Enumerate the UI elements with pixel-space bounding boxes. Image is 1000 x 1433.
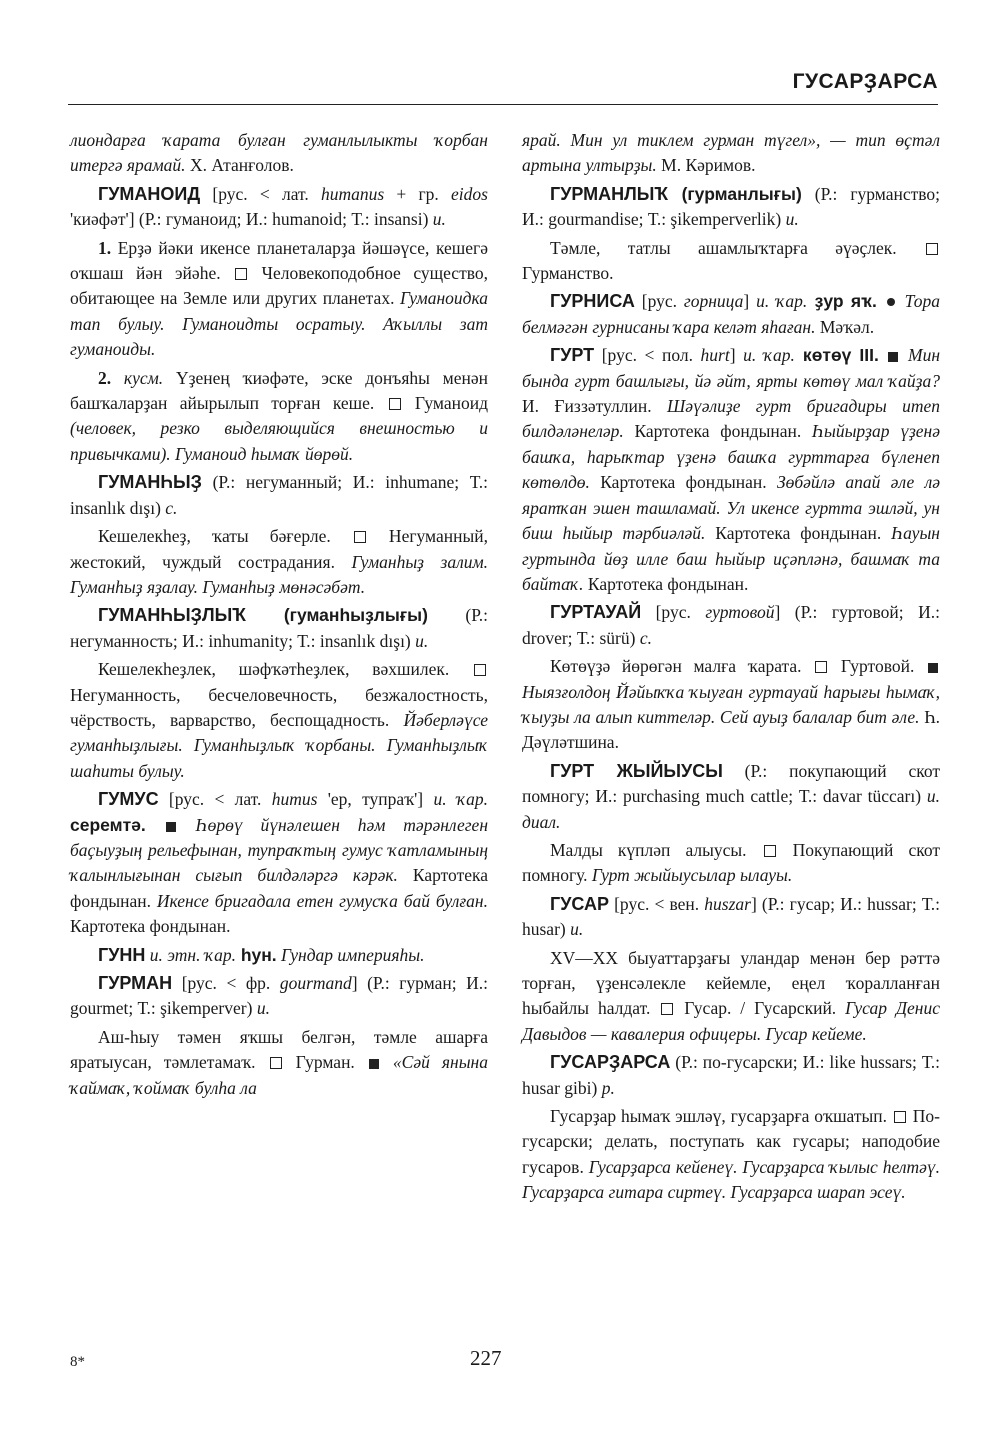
square-icon [389, 398, 401, 410]
square-icon [354, 531, 366, 543]
definition: Көтөүҙә йөрөгән малға ҡарата. Гуртовой. Ныязғолдоң Йәйыҡҡа ҡыуған гуртауай һарығы һымаҡ, ҡыуҙы ла алып киттеләр. Сей ауыҙ балалар бит әле. Һ. Дәүләтшина. [522, 656, 940, 753]
square-icon [926, 243, 938, 255]
headword: ГУНН [98, 944, 146, 965]
entry-gurman: ГУРМАН [рус. < фр. gourmand] (Р.: гурман; И.: gourmet; Т.: şikemperver) и. [70, 973, 488, 1019]
sense-2: 2. кусм. Үҙенең ҡиәфәте, эске донъяһы менән башҡаларҙан айырылып торған кеше. Гуманоид (человек, резко выделяющийся внешностью и привычками). Гуманоид һымаҡ йөрөй. [70, 367, 489, 464]
definition: Тәмле, татлы ашамлыҡтарға әүәҫлек. Гурманство. [522, 236, 940, 287]
entry-gurt: ГУРТ [рус. < пол. hurt] и. ҡар. көтөү III. Мин бында гурт башлығы, йә әйт, ярты көтөү мал ҡайҙа? И. Ғиззәтуллин. Шәүәлиҙе гурт бригадиры итеп билдәләнеләр. Картотека фондынан. Һыйырҙар үҙенә башҡа, һарыҡтар үҙенә башҡа гурттарға бүленеп көтөлдө. Картотека фондынан. Зөбәйлә апай әле лә яратҡан эшен ташламай. Ул икенсе гуртта эшләй, ун биш һыйыр тәрбиәләй. Картотека фондынан. Һауын гуртында йөҙ илле баш һыйыр иҫәпләнә, башмаҡ та байтаҡ. Картотека фондынан. [522, 345, 941, 594]
black-square-icon [888, 352, 898, 362]
entry-gumanhyzlyk: ГУМАНҺЫҘЛЫҠ (гуманһыҙлығы) (Р.: негуманность; И.: inhumanity; Т.: insanlık dışı) и. [70, 605, 488, 651]
left-column [70, 128, 488, 1104]
entry-gunn: ГУНН и. этн. ҡар. һун. Гундар империяһы. [98, 944, 425, 965]
running-head: ГУСАРҘАРСА [792, 70, 938, 93]
black-square-icon [369, 1059, 379, 1069]
black-square-icon [928, 663, 938, 673]
headword: ГУМАНҺЫҘЛЫҠ [98, 605, 246, 626]
square-icon [815, 661, 827, 673]
headword: ГУРМАНЛЫҠ [550, 183, 669, 204]
square-icon [235, 268, 247, 280]
square-icon [270, 1057, 282, 1069]
entry-gumanoid: ГУМАНОИД [рус. < лат. humanus + гр. eidos 'киәфәт'] (Р.: гуманоид; И.: humanoid; Т.: insansi) и. [70, 183, 488, 230]
square-icon [894, 1111, 906, 1123]
printer-signature: 8* [70, 1354, 85, 1370]
headword: ГУМАНОИД [98, 183, 201, 204]
entry-gurtauay: ГУРТАУАЙ [рус. гуртовой] (Р.: гуртовой; И.: drover; Т.: sürü) с. [522, 602, 940, 648]
headword: ГУРТ [550, 345, 595, 366]
entry-gusar: ГУСАР [рус. < вен. huszar] (Р.: гусар; И.: hussar; Т.: husar) и. [522, 893, 940, 940]
definition: Малды күпләп алыусы. Покупающий скот помногу. Гурт жыйыусылар ылауы. [522, 839, 941, 886]
entry-continuation: ярай. Мин ул тиклем гурман түгел», — тип өҫтәл артына ултырҙы. М. Кәримов. [522, 130, 940, 176]
entry-gusarzarsa: ГУСАРҘАРСА (Р.: по-гусарски; И.: like hussars; Т.: husar gibi) р. [522, 1052, 940, 1098]
headword: ГУРТАУАЙ [550, 602, 642, 623]
headword: ГУРНИСА [550, 291, 635, 312]
entry-continuation: лиондарға ҡарата булған гуманлылыкты ҡорбан итергә ярамай. Х. Атанғолов. [70, 130, 488, 176]
entry-gurt-zhyyyusy: ГУРТ ЖЫЙЫУСЫ (Р.: покупающий скот помногу; И.: purchasing much cattle; Т.: davar tüccarı) и. диал. [522, 760, 940, 832]
definition: XV—XX быуаттарҙағы уландар менән бер рәттә торған, үҙенсәлекле кейемле, еңел ҡоралланған һыбайлы һалдат. Гусар. / Гусарский. Гусар Денис Давыдов — кавалерия офицеры. Гусар кейеме. [522, 947, 941, 1044]
headword: ГУМУС [98, 789, 159, 810]
definition: Аш-һыу тәмен яҡшы белгән, тәмле ашарға яратыусан, тәмлетамаҡ. Гурман. «Сәй янына ҡаймаҡ, ҡоймаҡ булһа ла [70, 1026, 488, 1098]
square-icon [764, 845, 776, 857]
black-square-icon [166, 822, 176, 832]
right-column [522, 128, 940, 1209]
entry-gurnisa: ГУРНИСА [рус. горница] и. ҡар. ҙур яҡ. Тора белмәгән гурнисаны ҡара келәт яһаған. Мәҡәл. [522, 291, 941, 337]
definition: Гусарҙар һымаҡ эшләү, гусарҙарға оҡшатып. По-гусарски; делать, поступать как гусары; наподобие гусаров. Гусарҙарса кейенеү. Гусарҙарса ҡылыс һелтәү. Гусарҙарса гитара сиртеү. Гусарҙарса шарап эсеү. [522, 1106, 940, 1203]
page-number: 227 [470, 1346, 502, 1370]
page-header [68, 64, 938, 105]
headword: ГУРМАН [98, 973, 173, 993]
entry-gumanhyz: ГУМАНҺЫҘ (Р.: негуманный; И.: inhumane; Т.: insanlık dışı) с. [70, 472, 488, 518]
bullet-icon [887, 298, 895, 306]
headword: ГУСАРҘАРСА [550, 1052, 671, 1073]
square-icon [661, 1003, 673, 1015]
headword: ГУСАР [550, 893, 609, 914]
entry-gurmanlyk: ГУРМАНЛЫҠ (гурманлығы) (Р.: гурманство; И.: gourmandise; Т.: şikemperverlik) и. [522, 183, 940, 230]
definition: Кешелекһеҙ, ҡаты бәғерле. Негуманный, жестокий, чуждый сострадания. Гуманһыҙ залим. Гуманһыҙ яҙалау. Гуманһыҙ мөнәсәбәт. [70, 526, 488, 597]
entry-gumus: ГУМУС [рус. < лат. humus 'ер, тупраҡ'] и. ҡар. серемтә. Һөрөү йүнәлешен һәм тәрәнлеген баҫыуҙың рельефынан, тупраҡтың гумус ҡатламының ҡалынлығынан сығып билдәләргә кәрәк. Картотека фондынан. Икенсе бригадала етен гумусҡа бай булған. Картотека фондынан. [70, 789, 489, 937]
definition: Кешелекһеҙлек, шәфҡәтһеҙлек, вәхшилек. Негуманность, бесчеловечность, безжалостность, чёрствость, варварство, беспощадность. Йәберләүсе гуманһыҙлығы. Гуманһыҙлыҡ ҡорбаны. Гуманһыҙлыҡ шаһиты булыу. [70, 659, 488, 781]
headword: ГУРТ ЖЫЙЫУСЫ [550, 760, 723, 781]
headword: ГУМАНҺЫҘ [98, 472, 202, 493]
sense-1: 1. Ерҙә йәки икенсе планеталарҙа йәшәүсе, кешегә оҡшаш йән эйәһе. Человекоподобное существо, обитающее на Земле или других планетах. Гуманоидка тап булыу. Гуманоидты осратыу. Аҡыллы зат гуманоиды. [70, 237, 488, 360]
square-icon [474, 664, 486, 676]
